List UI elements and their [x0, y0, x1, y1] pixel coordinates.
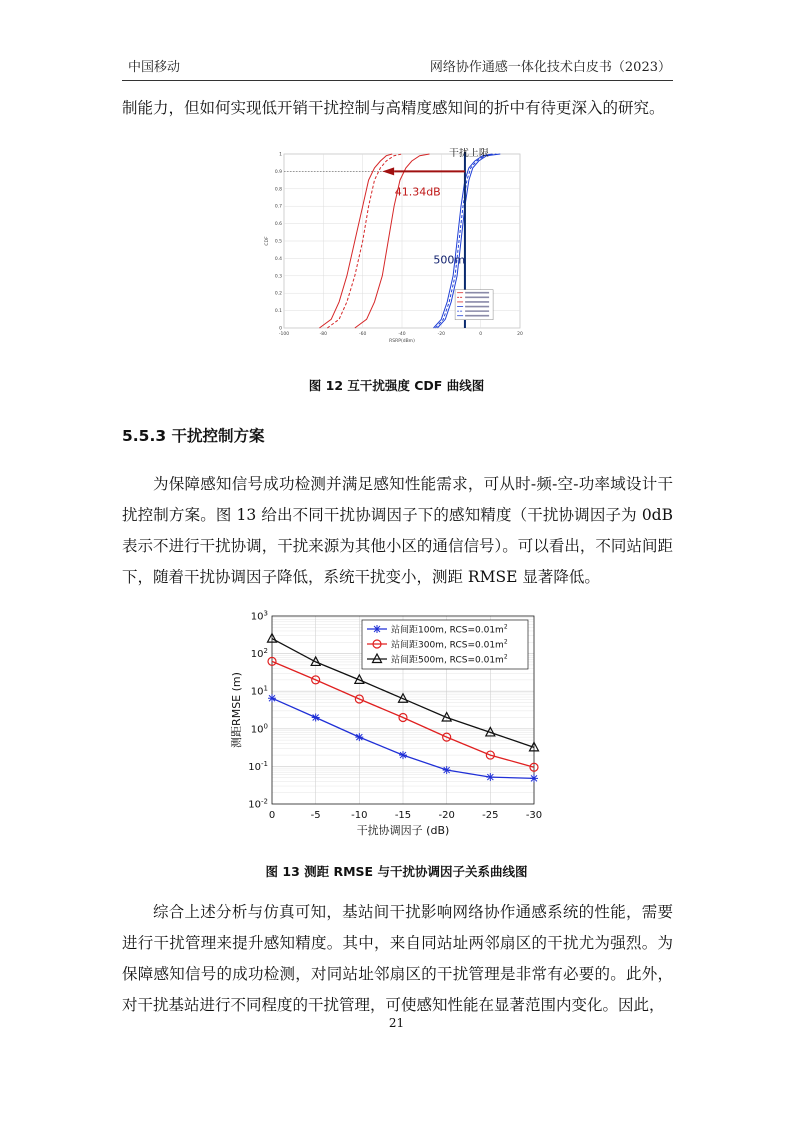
figure-13-rmse-chart — [222, 606, 558, 844]
paragraph-middle: 为保障感知信号成功检测并满足感知性能需求，可从时-频-空-功率域设计干扰控制方案。图 13 给出不同干扰协调因子下的感知精度（干扰协调因子为 0dB 表示不进行干扰协调，干扰来源为其他小区的通信信号）。可以看出，不同站间距下，随着干扰协调因子降低，系统干扰变小，测距 RMSE 显著降低。 — [122, 475, 673, 586]
rmse-x-tick-label: -15 — [394, 810, 412, 821]
rmse-legend-label: 站间距500m, $RCS=0.01m^2$ — [391, 653, 508, 666]
cdf-x-tick-label: 20 — [517, 332, 523, 337]
cdf-x-tick-label: 0 — [479, 332, 483, 337]
cdf-y-tick-label: 0.4 — [274, 256, 282, 262]
cdf-x-tick-label: -80 — [319, 332, 328, 337]
paragraph-bottom: 综合上述分析与仿真可知，基站间干扰影响网络协作通感系统的性能，需要进行干扰管理来提升感知精度。其中，来自同站址两邻扇区的干扰尤为强烈。为保障感知信号的成功检测，对同站址邻扇区的干扰管理是非常有必要的。此外，对干扰基站进行不同程度的干扰管理，可使感知性能在显著范围内变化。因此， — [122, 903, 673, 1014]
rmse-x-axis-label: 干扰协调因子 (dB) — [356, 824, 450, 837]
rmse-y-tick-label: $10^0$ — [250, 722, 268, 736]
cdf-x-tick-label: -40 — [398, 332, 406, 337]
cdf-x-tick-label: -60 — [358, 332, 367, 337]
rmse-x-tick-label: 0 — [268, 810, 276, 821]
cdf-y-tick-label: 0.6 — [274, 222, 282, 228]
rmse-data-point — [443, 766, 451, 774]
cdf-x-tick-label: -100 — [278, 332, 290, 337]
figure-13-caption: 图 13 测距 RMSE 与干扰协调因子关系曲线图 — [265, 864, 528, 879]
rmse-x-tick-label: -10 — [351, 810, 368, 821]
cdf-y-tick-label: 0.8 — [274, 187, 282, 193]
rmse-data-point — [486, 773, 494, 781]
cdf-y-tick-label: 0.7 — [274, 204, 282, 210]
distance-annotation: 500m — [433, 253, 466, 267]
rmse-y-tick-label: $10^{-1}$ — [248, 759, 268, 773]
rmse-y-tick-label: $10^3$ — [250, 609, 268, 623]
figure-12-cdf-chart — [262, 148, 534, 348]
gap-annotation: 41.34dB — [394, 185, 441, 199]
cdf-y-tick-label: 0.1 — [274, 309, 282, 315]
cdf-y-tick-label: 1 — [279, 152, 282, 158]
rmse-data-point — [373, 625, 381, 633]
rmse-data-point — [312, 713, 320, 721]
interference-limit-annotation: 干扰上限 — [448, 148, 489, 159]
cdf-x-axis-label: RSRP(dBm) — [389, 339, 415, 344]
rmse-data-point — [530, 774, 538, 782]
rmse-data-point — [355, 733, 363, 741]
header-left: 中国移动 — [128, 60, 181, 75]
cdf-x-tick-label: -20 — [437, 332, 446, 337]
section-title: 5.5.3 干扰控制方案 — [122, 427, 265, 445]
cdf-y-axis-label: CDF — [265, 236, 270, 246]
rmse-y-tick-label: $10^1$ — [250, 684, 268, 698]
rmse-legend-label: 站间距100m, $RCS=0.01m^2$ — [391, 623, 508, 636]
rmse-x-tick-label: -30 — [525, 810, 543, 821]
page-number: 21 — [388, 1016, 405, 1030]
rmse-data-point — [399, 751, 407, 759]
rmse-y-tick-label: $10^{-2}$ — [248, 797, 268, 811]
rmse-legend-label: 站间距300m, $RCS=0.01m^2$ — [391, 638, 508, 651]
cdf-y-tick-label: 0.5 — [274, 239, 282, 245]
cdf-y-tick-label: 0.9 — [274, 169, 282, 175]
rmse-x-tick-label: -25 — [482, 810, 499, 821]
rmse-y-tick-label: $10^2$ — [250, 647, 268, 661]
rmse-data-point — [268, 694, 276, 702]
cdf-y-tick-label: 0.3 — [274, 274, 282, 280]
rmse-y-axis-label: 测距RMSE (m) — [230, 672, 243, 748]
rmse-x-tick-label: -20 — [438, 810, 455, 821]
rmse-x-tick-label: -5 — [310, 810, 321, 821]
header-right: 网络协作通感一体化技术白皮书（2023） — [429, 60, 671, 75]
cdf-y-tick-label: 0.2 — [274, 291, 282, 297]
cdf-y-tick-label: 0 — [279, 326, 282, 332]
header-rule — [122, 80, 673, 81]
paragraph-top: 制能力，但如何实现低开销干扰控制与高精度感知间的折中有待更深入的研究。 — [122, 99, 665, 117]
figure-12-caption: 图 12 互干扰强度 CDF 曲线图 — [308, 378, 485, 393]
